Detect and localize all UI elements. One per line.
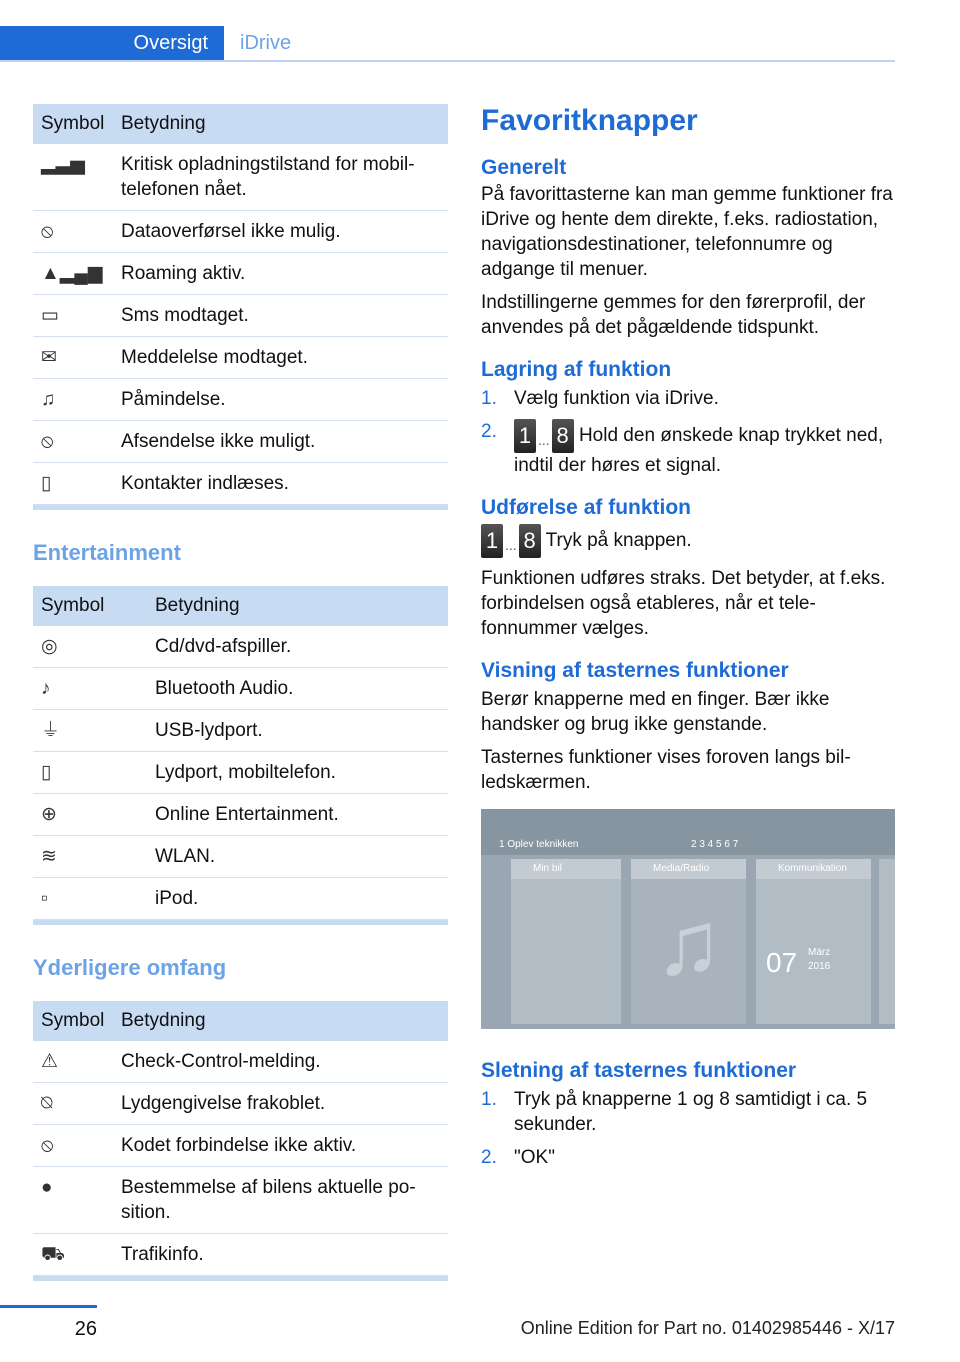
paragraph: Berør knapperne med en finger. Bær ikke handsker og brug ikke genstande.: [481, 689, 830, 735]
table-row: [33, 1041, 448, 1083]
table-row: [33, 1234, 448, 1276]
symbol-table-phone: [33, 104, 448, 505]
meaning-text: Lydgengivelse frakoblet.: [113, 1083, 448, 1125]
table-end-bar: [33, 920, 448, 925]
battery-low-icon: ▂▃▅: [33, 144, 113, 211]
favorite-keys-icon: [514, 419, 574, 453]
panel-label: Min bil: [511, 859, 621, 879]
idrive-screen-image: [481, 809, 895, 1029]
meaning-text: Kodet forbindelse ikke aktiv.: [113, 1125, 448, 1167]
contacts-icon: ▯: [33, 463, 113, 505]
paragraph: Indstillingerne gemmes for den førerprofil, der anvendes på det pågældende tidspunkt.: [481, 292, 866, 338]
ipod-icon: ▫: [33, 878, 147, 920]
col-header-meaning: Betydning: [113, 104, 448, 144]
heading-generelt: Generelt: [481, 156, 567, 179]
cd-icon: ◎: [33, 626, 147, 668]
table-row: [33, 1167, 448, 1234]
col-header-symbol: Symbol: [33, 104, 113, 144]
bell-icon: ♫: [33, 379, 113, 421]
step-text: Vælg funktion via iDrive.: [514, 388, 719, 409]
table-row: [33, 295, 448, 337]
page-number: 26: [74, 1318, 97, 1340]
col-header-meaning: Betydning: [113, 1001, 448, 1041]
edition-text: Online Edition for Part no. 01402985446 - X/17: [520, 1318, 895, 1338]
meaning-text: Bestemmelse af bilens aktuelle position.: [113, 1167, 448, 1234]
table-row: [33, 794, 448, 836]
left-column: [33, 104, 448, 1281]
tab-oversigt[interactable]: Oversigt: [0, 26, 224, 60]
save-steps: [481, 386, 895, 478]
header-divider: [0, 60, 895, 62]
tab-idrive[interactable]: iDrive: [240, 31, 292, 54]
screen-panel-mybil: [511, 859, 621, 1024]
date-month: März: [808, 947, 831, 958]
table-row: [33, 463, 448, 505]
send-off-icon: ⦸: [33, 421, 113, 463]
table-row: [33, 211, 448, 253]
list-item: [481, 1145, 895, 1170]
music-note-icon: ♫: [654, 894, 723, 994]
meaning-text: WLAN.: [147, 836, 448, 878]
screen-panel-kommunikation: [756, 859, 871, 1024]
data-off-icon: ⦸: [33, 211, 113, 253]
paragraph: Tasternes funktioner vises foroven langs billedskærmen.: [481, 747, 851, 793]
table-row: [33, 144, 448, 211]
symbol-table-additional: [33, 1001, 448, 1276]
step-number: 1.: [481, 1089, 497, 1110]
key-1-icon: 1: [514, 419, 536, 453]
table-end-bar: [33, 1276, 448, 1281]
meaning-text: Kontakter indlæses.: [113, 463, 448, 505]
step-text: "OK": [514, 1147, 555, 1168]
wlan-icon: ≋: [33, 836, 147, 878]
list-item: [481, 419, 895, 478]
key-dots: ...: [538, 432, 550, 448]
key-8-icon: 8: [519, 524, 541, 558]
meaning-text: Check-Control-melding.: [113, 1041, 448, 1083]
step-text: Hold den ønskede knap trykket ned, indtil der høres et signal.: [514, 425, 884, 476]
screen-favorites-bar: [481, 809, 895, 855]
screen-top-nums: 2 3 4 5 6 7: [691, 839, 739, 850]
col-header-symbol: Symbol: [33, 1001, 113, 1041]
delete-steps: [481, 1087, 895, 1170]
sms-icon: ▭: [33, 295, 113, 337]
table-row: [33, 1083, 448, 1125]
heading-sletning: Sletning af tasternes funktioner: [481, 1059, 797, 1082]
meaning-text: Bluetooth Audio.: [147, 668, 448, 710]
header-tabs: [0, 26, 895, 62]
table-row: [33, 379, 448, 421]
traffic-icon: ⛟: [33, 1234, 113, 1276]
col-header-symbol: Symbol: [33, 586, 147, 626]
location-icon: ●: [33, 1167, 113, 1234]
date-day: 07: [766, 947, 798, 978]
page-title: Favoritknapper: [481, 104, 698, 137]
table-row: [33, 710, 448, 752]
bluetooth-audio-icon: ♪: [33, 668, 147, 710]
step-text: Tryk på knapperne 1 og 8 samtidigt i ca. 5 sekunder.: [514, 1089, 868, 1135]
col-header-meaning: Betydning: [147, 586, 448, 626]
step-number: 2.: [481, 1147, 497, 1168]
panel-label: Media/Radio: [631, 859, 746, 879]
panel-label: Kommunikation: [756, 859, 871, 879]
exec-text: Tryk på knappen.: [545, 530, 692, 552]
screen-top-label: 1 Oplev teknikken: [499, 839, 579, 850]
key-dots: ...: [505, 537, 517, 553]
meaning-text: Dataoverførsel ikke mulig.: [113, 211, 448, 253]
section-title-yderligere: Yderligere omfang: [33, 955, 227, 980]
meaning-text: USB-lydport.: [147, 710, 448, 752]
step-number: 2.: [481, 421, 497, 442]
heading-visning: Visning af tasternes funktioner: [481, 659, 789, 682]
meaning-text: Online Entertainment.: [147, 794, 448, 836]
meaning-text: iPod.: [147, 878, 448, 920]
screen-panel-media: [631, 859, 746, 1024]
usb-icon: ⏚: [33, 710, 147, 752]
footer-divider: [0, 1305, 97, 1308]
list-item: [481, 386, 895, 411]
link-off-icon: ⦸: [33, 1125, 113, 1167]
table-row: [33, 752, 448, 794]
right-column: [481, 104, 895, 1178]
table-row: [33, 1125, 448, 1167]
meaning-text: Lydport, mobiltelefon.: [147, 752, 448, 794]
symbol-table-entertainment: [33, 586, 448, 920]
step-number: 1.: [481, 388, 497, 409]
globe-icon: ⊕: [33, 794, 147, 836]
table-row: [33, 836, 448, 878]
screen-panel-next: [879, 859, 895, 1024]
meaning-text: Kritisk opladningstilstand for mobiltelefonen nået.: [113, 144, 448, 211]
meaning-text: Afsendelse ikke muligt.: [113, 421, 448, 463]
table-row: [33, 878, 448, 920]
speaker-off-icon: ⍉: [33, 1083, 113, 1125]
table-row: [33, 337, 448, 379]
key-1-icon: 1: [481, 524, 503, 558]
table-row: [33, 253, 448, 295]
meaning-text: Meddelelse modtaget.: [113, 337, 448, 379]
paragraph: På favorittasterne kan man gemme funktioner fra iDrive og hente dem direkte, f.eks. radiostation, navigationsdestinationer, telefonnumre og adgange til menuer.: [481, 184, 893, 280]
table-end-bar: [33, 505, 448, 510]
section-title-entertainment: Entertainment: [33, 540, 181, 565]
favorite-keys-icon: [481, 524, 541, 558]
table-row: [33, 668, 448, 710]
heading-udforelse: Udførelse af funktion: [481, 496, 692, 519]
heading-lagring: Lagring af funktion: [481, 358, 672, 381]
date-year: 2016: [808, 961, 831, 972]
table-row: [33, 421, 448, 463]
meaning-text: Cd/dvd-afspiller.: [147, 626, 448, 668]
list-item: [481, 1087, 895, 1137]
paragraph: Funktionen udføres straks. Det betyder, at f.eks. forbindelsen også etableres, når et telefonnummer vælges.: [481, 568, 886, 639]
meaning-text: Påmindelse.: [113, 379, 448, 421]
meaning-text: Sms modtaget.: [113, 295, 448, 337]
meaning-text: Roaming aktiv.: [113, 253, 448, 295]
table-row: [33, 626, 448, 668]
warning-icon: ⚠: [33, 1041, 113, 1083]
phone-audio-icon: ▯: [33, 752, 147, 794]
envelope-icon: ✉: [33, 337, 113, 379]
roaming-icon: ▲▂▄▆: [33, 253, 113, 295]
key-8-icon: 8: [552, 419, 574, 453]
meaning-text: Trafikinfo.: [113, 1234, 448, 1276]
